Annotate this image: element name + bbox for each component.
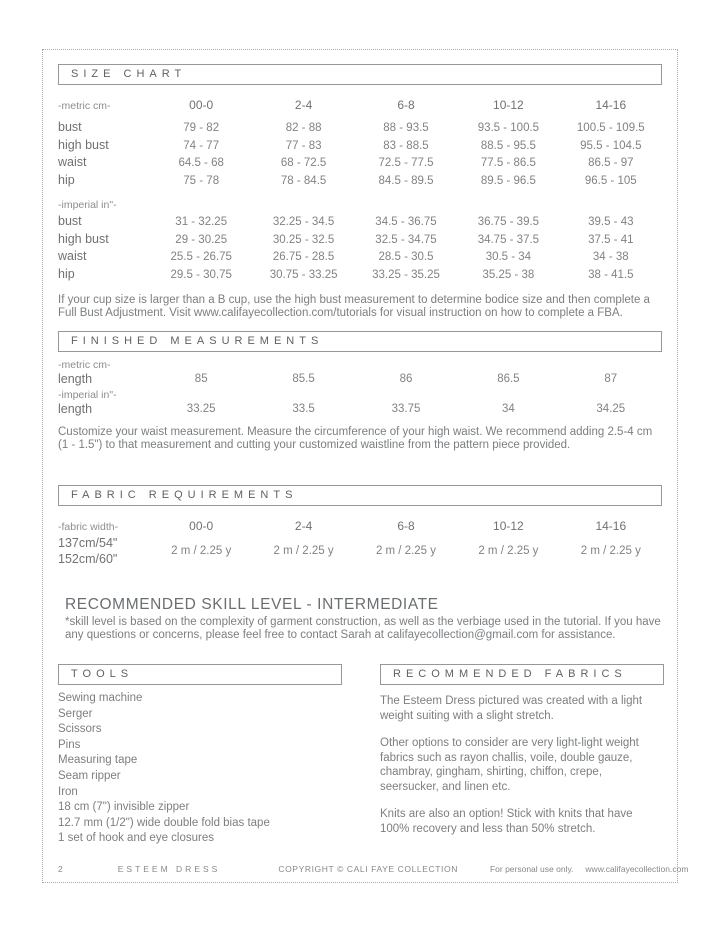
table-cell: 33.25 xyxy=(186,403,216,415)
fabric-yardage-row xyxy=(58,535,662,567)
table-cell: 2 m / 2.25 y xyxy=(273,545,334,557)
table-row xyxy=(58,372,662,387)
size-column-header: 14-16 xyxy=(595,98,627,112)
table-cell: 32.25 - 34.5 xyxy=(272,216,335,228)
table-cell: 85.5 xyxy=(292,373,315,385)
table-row xyxy=(58,172,662,190)
page-frame xyxy=(42,49,689,883)
table-cell: 34 xyxy=(501,403,515,415)
table-row xyxy=(58,213,662,231)
table-cell: 38 - 41.5 xyxy=(588,268,634,281)
table-cell: 34 - 38 xyxy=(592,251,629,263)
row-label: high bust xyxy=(58,137,109,152)
table-cell: 85 xyxy=(194,373,208,385)
skill-level-section xyxy=(58,596,662,642)
table-cell: 34.25 xyxy=(596,403,626,415)
list-item: Sewing machine xyxy=(58,692,143,704)
row-label: waist xyxy=(58,155,87,169)
table-cell: 33.75 xyxy=(391,403,421,415)
table-cell: 78 - 84.5 xyxy=(280,174,327,187)
metric-units-label: -metric cm- xyxy=(58,100,111,112)
table-cell: 30.25 - 32.5 xyxy=(272,233,335,246)
list-item: Scissors xyxy=(58,723,102,736)
table-cell: 86.5 - 97 xyxy=(588,157,634,169)
table-cell: 2 m / 2.25 y xyxy=(478,545,539,557)
paragraph: The Esteem Dress pictured was created with a light weight suiting with a slight stretch. xyxy=(380,695,643,722)
recommended-fabrics-text xyxy=(380,694,664,836)
table-cell: 28.5 - 30.5 xyxy=(378,251,434,263)
page-footer xyxy=(58,864,689,874)
size-column-header: 00-0 xyxy=(189,98,214,112)
table-row xyxy=(58,137,662,155)
size-column-header: 10-12 xyxy=(493,98,524,112)
finished-measurements-heading: FINISHED MEASUREMENTS xyxy=(58,331,662,352)
table-cell: 96.5 - 105 xyxy=(584,174,637,187)
table-cell: 64.5 - 68 xyxy=(178,157,224,169)
table-cell: 29.5 - 30.75 xyxy=(170,268,232,281)
tools-column xyxy=(58,664,342,849)
tools-heading: TOOLS xyxy=(58,664,342,685)
page-number: 2 xyxy=(58,864,63,874)
list-item: Serger xyxy=(58,707,93,720)
size-column-header: 6-8 xyxy=(397,519,415,533)
table-cell: 35.25 - 38 xyxy=(482,268,535,281)
table-row xyxy=(58,402,662,417)
row-label: bust xyxy=(58,120,82,134)
row-label: high bust xyxy=(58,231,109,246)
row-label: length xyxy=(58,402,93,416)
list-item: 12.7 mm (1/2") wide double fold bias tape xyxy=(58,816,270,829)
table-cell: 30.75 - 33.25 xyxy=(269,268,338,281)
fabric-size-header-row xyxy=(58,515,662,533)
personal-use-text: For personal use only. xyxy=(489,864,574,874)
table-row xyxy=(58,231,662,249)
table-cell: 79 - 82 xyxy=(183,122,220,134)
size-column-header: 2-4 xyxy=(294,98,313,112)
imperial-units-label: -imperial in"- xyxy=(58,199,117,211)
row-label: hip xyxy=(58,266,75,281)
table-row xyxy=(58,119,662,137)
list-item: Seam ripper xyxy=(58,769,121,782)
table-cell: 100.5 - 109.5 xyxy=(576,122,645,134)
fabric-width-60: 152cm/60" xyxy=(58,552,118,566)
row-label: hip xyxy=(58,172,75,187)
fabric-width-values xyxy=(58,535,150,567)
pattern-name: ESTEEM DRESS xyxy=(117,864,221,874)
table-row xyxy=(58,248,662,266)
list-item: 1 set of hook and eye closures xyxy=(58,832,214,845)
size-column-header: 14-16 xyxy=(595,519,627,533)
list-item: Iron xyxy=(58,785,78,798)
table-cell: 95.5 - 104.5 xyxy=(580,139,642,152)
copyright-text: COPYRIGHT © CALI FAYE COLLECTION xyxy=(278,864,458,874)
website-url: www.califayecollection.com xyxy=(585,864,689,874)
metric-units-label: -metric cm- xyxy=(58,359,111,371)
table-cell: 29 - 30.25 xyxy=(175,233,228,246)
table-cell: 26.75 - 28.5 xyxy=(272,251,335,263)
table-row xyxy=(58,154,662,172)
size-column-header: 10-12 xyxy=(493,519,524,533)
fabric-width-54: 137cm/54" xyxy=(58,536,118,550)
row-label: waist xyxy=(58,249,87,263)
table-cell: 2 m / 2.25 y xyxy=(580,545,641,557)
table-cell: 86.5 xyxy=(497,373,520,385)
list-item: Measuring tape xyxy=(58,754,138,767)
skill-level-title: RECOMMENDED SKILL LEVEL - INTERMEDIATE xyxy=(65,596,439,613)
table-cell: 74 - 77 xyxy=(183,139,220,152)
table-cell: 34.75 - 37.5 xyxy=(477,233,540,246)
table-cell: 33.5 xyxy=(292,403,315,415)
paragraph: Knits are also an option! Stick with knits that have 100% recovery and less than 50% stretch. xyxy=(380,808,633,835)
table-row xyxy=(58,266,662,284)
waist-customize-note: Customize your waist measurement. Measure the circumference of your high waist. We recommend adding 2.5-4 cm (1 - 1.5") to that measurement and cutting your customized waistline from the pattern piece provided. xyxy=(58,426,653,451)
table-cell: 72.5 - 77.5 xyxy=(378,157,434,169)
table-cell: 89.5 - 96.5 xyxy=(480,174,536,187)
size-column-header: 2-4 xyxy=(294,519,313,533)
tools-list xyxy=(58,691,342,847)
table-cell: 93.5 - 100.5 xyxy=(477,122,540,134)
size-column-header: 6-8 xyxy=(397,98,415,112)
skill-level-note: *skill level is based on the complexity of garment construction, as well as the verbiage used in the tutorial. If you have any questions or concerns, please feel free to contact Sarah at califayecollection@gmail.com for assistance. xyxy=(65,616,661,641)
imperial-units-label: -imperial in"- xyxy=(58,389,117,401)
list-item: 18 cm (7") invisible zipper xyxy=(58,801,190,814)
list-item: Pins xyxy=(58,738,81,751)
table-cell: 86 xyxy=(399,373,413,385)
size-column-header: 00-0 xyxy=(189,519,214,533)
table-cell: 87 xyxy=(604,373,618,385)
table-cell: 83 - 88.5 xyxy=(383,139,429,152)
row-label: bust xyxy=(58,214,82,228)
table-cell: 39.5 - 43 xyxy=(588,216,634,228)
recommended-fabrics-heading: RECOMMENDED FABRICS xyxy=(380,664,664,685)
table-cell: 88.5 - 95.5 xyxy=(480,139,536,152)
recommended-fabrics-column xyxy=(380,664,664,849)
table-cell: 77.5 - 86.5 xyxy=(480,157,536,169)
size-chart-heading: SIZE CHART xyxy=(58,64,662,85)
fba-note: If your cup size is larger than a B cup, use the high bust measurement to determine bodice size and then complete a Full Bust Adjustment. Visit www.califayecollection.com/tutorials for visual instruction on how to complete a FBA. xyxy=(58,294,650,319)
table-cell: 88 - 93.5 xyxy=(383,122,429,134)
fabric-requirements-heading: FABRIC REQUIREMENTS xyxy=(58,485,662,506)
table-cell: 32.5 - 34.75 xyxy=(375,233,437,246)
table-cell: 37.5 - 41 xyxy=(588,233,634,246)
two-column-section xyxy=(58,664,662,849)
table-cell: 68 - 72.5 xyxy=(280,157,327,169)
fabric-width-label: -fabric width- xyxy=(58,521,119,533)
table-cell: 2 m / 2.25 y xyxy=(375,545,437,557)
table-cell: 82 - 88 xyxy=(285,122,322,134)
table-cell: 31 - 32.25 xyxy=(175,216,228,228)
paragraph: Other options to consider are very light-light weight fabrics such as rayon challis, voile, double gauze, chambray, gingham, shirting, chiffon, crepe, seersucker, and linen etc. xyxy=(380,737,639,793)
row-label: length xyxy=(58,372,93,386)
table-cell: 84.5 - 89.5 xyxy=(378,174,434,187)
table-cell: 25.5 - 26.75 xyxy=(170,251,232,263)
table-cell: 2 m / 2.25 y xyxy=(171,545,232,557)
size-chart-size-header-row xyxy=(58,94,662,112)
table-cell: 34.5 - 36.75 xyxy=(375,216,437,228)
table-cell: 33.25 - 35.25 xyxy=(372,268,440,281)
table-cell: 77 - 83 xyxy=(285,139,322,152)
table-cell: 75 - 78 xyxy=(183,174,220,187)
table-cell: 30.5 - 34 xyxy=(485,251,532,263)
table-cell: 36.75 - 39.5 xyxy=(477,216,540,228)
